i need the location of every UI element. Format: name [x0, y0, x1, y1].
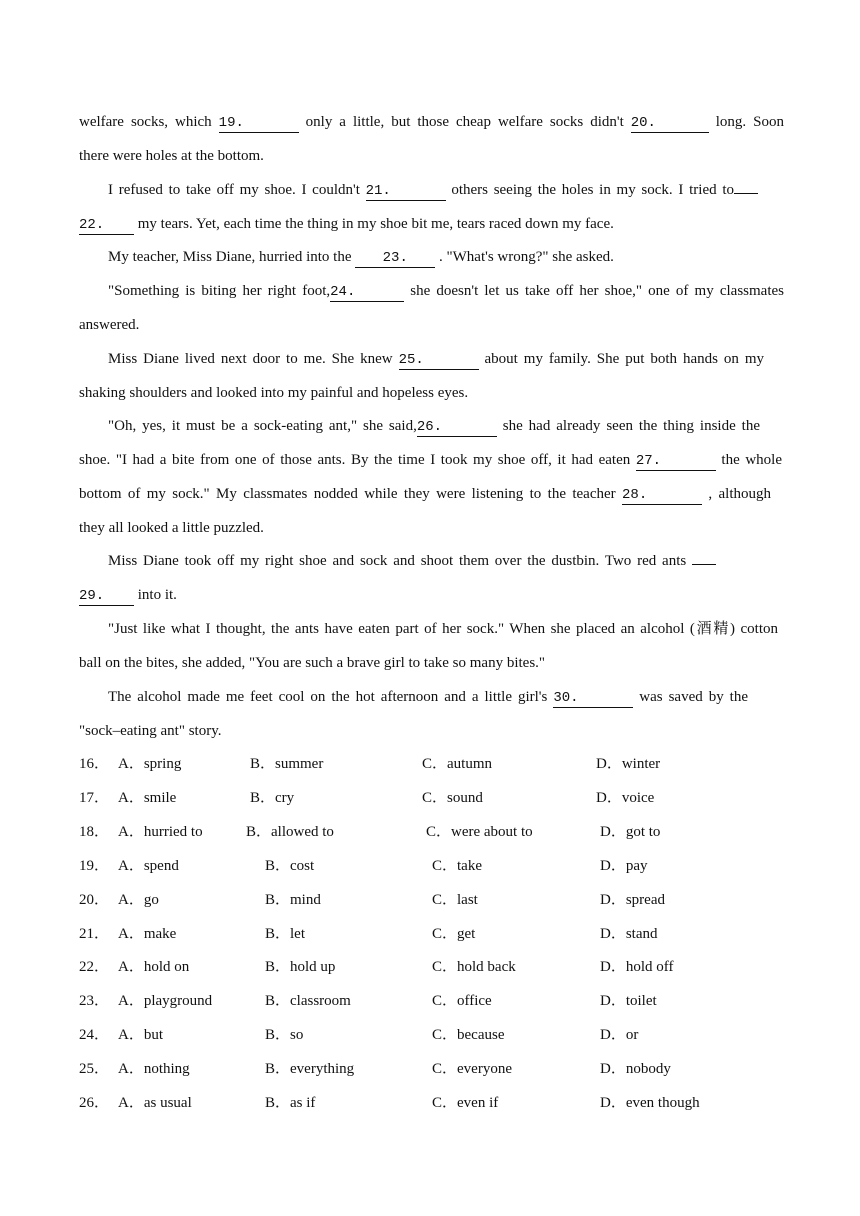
passage-line: bottom of my sock." My classmates nodded while they were listening to the teacher 28. , although	[79, 486, 772, 503]
blank-25[interactable]: 25.	[399, 351, 479, 370]
question-number: 26．	[79, 1095, 110, 1111]
blank-line-segment	[692, 564, 716, 565]
option-d[interactable]: D．spread	[600, 892, 665, 908]
option-b[interactable]: B．so	[265, 1027, 304, 1043]
option-b[interactable]: B．hold up	[265, 959, 336, 975]
passage-line: welfare socks, which 19. only a little, but those cheap welfare socks didn't 20. long. Soon	[79, 114, 784, 131]
option-c[interactable]: C．last	[432, 892, 478, 908]
question-number: 16．	[79, 756, 110, 772]
passage-line: shoe. "I had a bite from one of those ants. By the time I took my shoe off, it had eaten 27. the whole	[79, 452, 783, 469]
option-c[interactable]: C．even if	[432, 1095, 499, 1111]
option-b[interactable]: B．summer	[250, 756, 324, 772]
passage-line: I refused to take off my shoe. I couldn't 21. others seeing the holes in my sock. I tried to	[108, 180, 758, 200]
option-d[interactable]: D．voice	[596, 790, 655, 806]
passage-line: 22. my tears. Yet, each time the thing in my shoe bit me, tears raced down my face.	[79, 216, 614, 233]
option-b[interactable]: B．classroom	[265, 993, 351, 1009]
blank-20[interactable]: 20.	[631, 114, 709, 133]
option-b[interactable]: B．let	[265, 926, 305, 942]
option-a[interactable]: A．make	[118, 926, 177, 942]
option-c[interactable]: C．get	[432, 926, 476, 942]
option-a[interactable]: A．spend	[118, 858, 179, 874]
option-c[interactable]: C．sound	[422, 790, 483, 806]
option-c[interactable]: C．take	[432, 858, 482, 874]
passage-line: 29. into it.	[79, 587, 177, 604]
option-d[interactable]: D．or	[600, 1027, 639, 1043]
option-d[interactable]: D．got to	[600, 824, 661, 840]
passage-line: My teacher, Miss Diane, hurried into the 23. . "What's wrong?" she asked.	[108, 249, 614, 266]
option-a[interactable]: A．playground	[118, 993, 213, 1009]
passage-line: there were holes at the bottom.	[79, 148, 264, 164]
blank-19[interactable]: 19.	[219, 114, 299, 133]
passage-line: ball on the bites, she added, "You are such a brave girl to take so many bites."	[79, 655, 546, 671]
passage-line: "Just like what I thought, the ants have eaten part of her sock." When she placed an alcohol (酒精) cotton	[108, 621, 778, 637]
option-c[interactable]: C．hold back	[432, 959, 516, 975]
option-d[interactable]: D．nobody	[600, 1061, 671, 1077]
option-a[interactable]: A．smile	[118, 790, 177, 806]
option-b[interactable]: B．everything	[265, 1061, 355, 1077]
blank-22[interactable]: 22.	[79, 216, 134, 235]
question-number: 17．	[79, 790, 110, 806]
option-d[interactable]: D．pay	[600, 858, 648, 874]
question-number: 19．	[79, 858, 110, 874]
passage-line: Miss Diane lived next door to me. She knew 25. about my family. She put both hands on my	[108, 351, 764, 368]
option-a[interactable]: A．hurried to	[118, 824, 203, 840]
option-b[interactable]: B．as if	[265, 1095, 316, 1111]
passage-line: answered.	[79, 317, 140, 333]
option-b[interactable]: B．mind	[265, 892, 321, 908]
question-number: 18．	[79, 824, 110, 840]
option-b[interactable]: B．allowed to	[246, 824, 334, 840]
option-d[interactable]: D．even though	[600, 1095, 700, 1111]
option-a[interactable]: A．hold on	[118, 959, 190, 975]
blank-30[interactable]: 30.	[553, 689, 633, 708]
passage-line: Miss Diane took off my right shoe and sock and shoot them over the dustbin. Two red ants	[108, 551, 716, 571]
option-d[interactable]: D．winter	[596, 756, 661, 772]
option-c[interactable]: C．were about to	[426, 824, 533, 840]
blank-21[interactable]: 21.	[366, 182, 446, 201]
question-number: 21．	[79, 926, 110, 942]
blank-27[interactable]: 27.	[636, 452, 716, 471]
question-number: 22．	[79, 959, 110, 975]
passage-line: "Something is biting her right foot,24. she doesn't let us take off her shoe," one of my classmates	[108, 283, 784, 300]
blank-line-segment	[734, 193, 758, 194]
blank-28[interactable]: 28.	[622, 486, 702, 505]
option-b[interactable]: B．cost	[265, 858, 315, 874]
passage-line: The alcohol made me feet cool on the hot afternoon and a little girl's 30. was saved by the	[108, 689, 748, 706]
blank-29[interactable]: 29.	[79, 587, 134, 606]
option-d[interactable]: D．hold off	[600, 959, 674, 975]
option-d[interactable]: D．stand	[600, 926, 658, 942]
option-c[interactable]: C．because	[432, 1027, 505, 1043]
question-number: 24．	[79, 1027, 110, 1043]
passage-line: shaking shoulders and looked into my painful and hopeless eyes.	[79, 385, 469, 401]
option-a[interactable]: A．nothing	[118, 1061, 190, 1077]
option-a[interactable]: A．go	[118, 892, 159, 908]
passage-line: "sock–eating ant" story.	[79, 723, 222, 739]
blank-24[interactable]: 24.	[330, 283, 404, 302]
blank-26[interactable]: 26.	[417, 418, 497, 437]
option-a[interactable]: A．spring	[118, 756, 182, 772]
blank-23[interactable]: 23.	[355, 249, 435, 268]
option-a[interactable]: A．as usual	[118, 1095, 192, 1111]
question-number: 23．	[79, 993, 110, 1009]
option-b[interactable]: B．cry	[250, 790, 295, 806]
option-c[interactable]: C．office	[432, 993, 492, 1009]
option-c[interactable]: C．everyone	[432, 1061, 512, 1077]
passage-line: "Oh, yes, it must be a sock-eating ant," she said,26. she had already seen the thing inside the	[108, 418, 760, 435]
question-number: 25．	[79, 1061, 110, 1077]
option-c[interactable]: C．autumn	[422, 756, 492, 772]
question-number: 20．	[79, 892, 110, 908]
option-a[interactable]: A．but	[118, 1027, 164, 1043]
option-d[interactable]: D．toilet	[600, 993, 657, 1009]
passage-line: they all looked a little puzzled.	[79, 520, 264, 536]
